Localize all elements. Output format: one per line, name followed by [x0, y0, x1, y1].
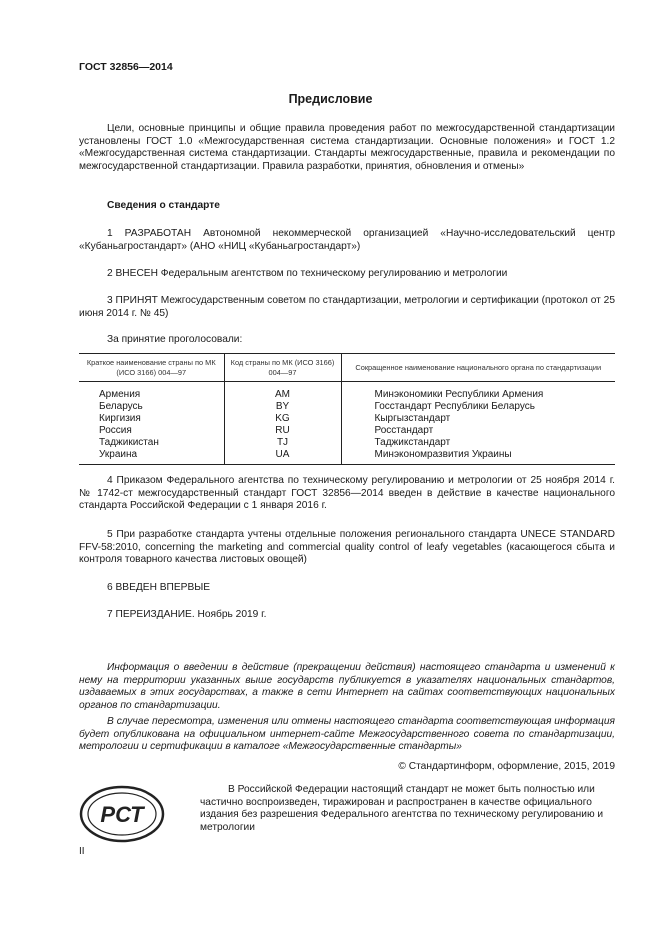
- table-row: [79, 449, 615, 465]
- item-2-submitted: 2 ВНЕСЕН Федеральным агентством по техническому регулированию и метрологии: [107, 268, 508, 279]
- table-row: [79, 401, 615, 413]
- country-name: Россия: [99, 425, 132, 436]
- national-body: Кыргызстандарт: [341, 413, 615, 425]
- country-name: Таджикистан: [99, 437, 159, 448]
- national-body: Госстандарт Республики Беларусь: [341, 401, 615, 413]
- header-country-code: Код страны по МК (ИСО 3166) 004—97: [224, 354, 341, 382]
- country-code: AM: [224, 382, 341, 402]
- table-row: [79, 382, 615, 402]
- copyright-line: © Стандартинформ, оформление, 2015, 2019: [398, 761, 615, 772]
- country-name: Армения: [99, 389, 141, 400]
- national-body: Росстандарт: [341, 425, 615, 437]
- vote-table: [79, 353, 615, 465]
- vote-table-header-row: [79, 354, 615, 382]
- logo-lettering: РСТ: [100, 802, 144, 827]
- info-paragraph-2: В случае пересмотра, изменения или отмены настоящего стандарта соответствующая информация будет опубликована на официальном интернет-сайте Межгосударственного совета по стандартизации, метрологии и сертификации в каталоге «Межгосударственные стандарты»: [79, 716, 615, 753]
- section-subheading: Сведения о стандарте: [107, 200, 220, 211]
- table-row: [79, 413, 615, 425]
- header-national-body: Сокращенное наименование национального органа по стандартизации: [341, 354, 615, 382]
- item-1-developed: 1 РАЗРАБОТАН Автономной некоммерческой организацией «Научно-исследовательский центр «Кубаньагростандарт» (АНО «НИЦ «Кубаньагростандарт»): [79, 228, 615, 252]
- info-paragraph-1: Информация о введении в действие (прекращении действия) настоящего стандарта и изменений к нему на территории указанных выше государств публикуется в указателях национальных стандартов, издаваемых в этих государствах, а также в сети Интернет на сайтах соответствующих национальных органов по стандартизации.: [79, 662, 615, 711]
- page-title: Предисловие: [288, 92, 373, 106]
- country-code: RU: [224, 425, 341, 437]
- vote-intro: За принятие проголосовали:: [107, 334, 243, 345]
- country-code: UA: [224, 449, 341, 465]
- national-body: Минэкономразвития Украины: [341, 449, 615, 465]
- country-code: KG: [224, 413, 341, 425]
- national-body: Минэкономики Республики Армения: [341, 382, 615, 402]
- item-4-order: 4 Приказом Федерального агентства по техническому регулированию и метрологии от 25 ноября 2014 г. № 1742-ст межгосударственный стандарт ГОСТ 32856—2014 введен в действие в качестве национального стандарта Российской Федерации с 1 января 2016 г.: [79, 475, 615, 512]
- table-row: [79, 425, 615, 437]
- standard-code-header: ГОСТ 32856—2014: [79, 61, 173, 73]
- page-number: II: [79, 846, 85, 857]
- country-name: Киргизия: [99, 413, 141, 424]
- national-body: Таджикстандарт: [341, 437, 615, 449]
- item-7-reissue: 7 ПЕРЕИЗДАНИЕ. Ноябрь 2019 г.: [107, 609, 267, 620]
- country-code: BY: [224, 401, 341, 413]
- country-name: Беларусь: [99, 401, 143, 412]
- header-country-name: Краткое наименование страны по МК (ИСО 3166) 004—97: [79, 354, 224, 382]
- intro-paragraph: Цели, основные принципы и общие правила проведения работ по межгосударственной стандартизации установлены ГОСТ 1.0 «Межгосударственная система стандартизации. Основные положения» и ГОСТ 1.2 «Межгосударственная система стандартизации. Стандарты межгосударственные, правила и рекомендации по межгосударственной стандартизации. Правила разработки, принятия, обновления и отмены»: [79, 123, 615, 172]
- item-5-unece: 5 При разработке стандарта учтены отдельные положения регионального стандарта UNECE STANDARD FFV-58:2010, concerning the marketing and commercial quality control of leafy vegetables (касающегося сбыта и контроля товарного качества листовых овощей): [79, 529, 615, 566]
- country-name: Украина: [79, 449, 224, 465]
- rst-logo-icon: [79, 785, 165, 848]
- item-6-first-introduced: 6 ВВЕДЕН ВПЕРВЫЕ: [107, 582, 211, 593]
- item-3-adopted: 3 ПРИНЯТ Межгосударственным советом по стандартизации, метрологии и сертификации (протокол от 25 июня 2014 г. № 45): [79, 295, 615, 319]
- reproduction-notice: В Российской Федерации настоящий стандарт не может быть полностью или частично воспроизведен, тиражирован и распространен в качестве официального издания без разрешения Федерального агентства по техническому регулированию и метрологии: [200, 784, 604, 833]
- table-row: [79, 437, 615, 449]
- country-code: TJ: [224, 437, 341, 449]
